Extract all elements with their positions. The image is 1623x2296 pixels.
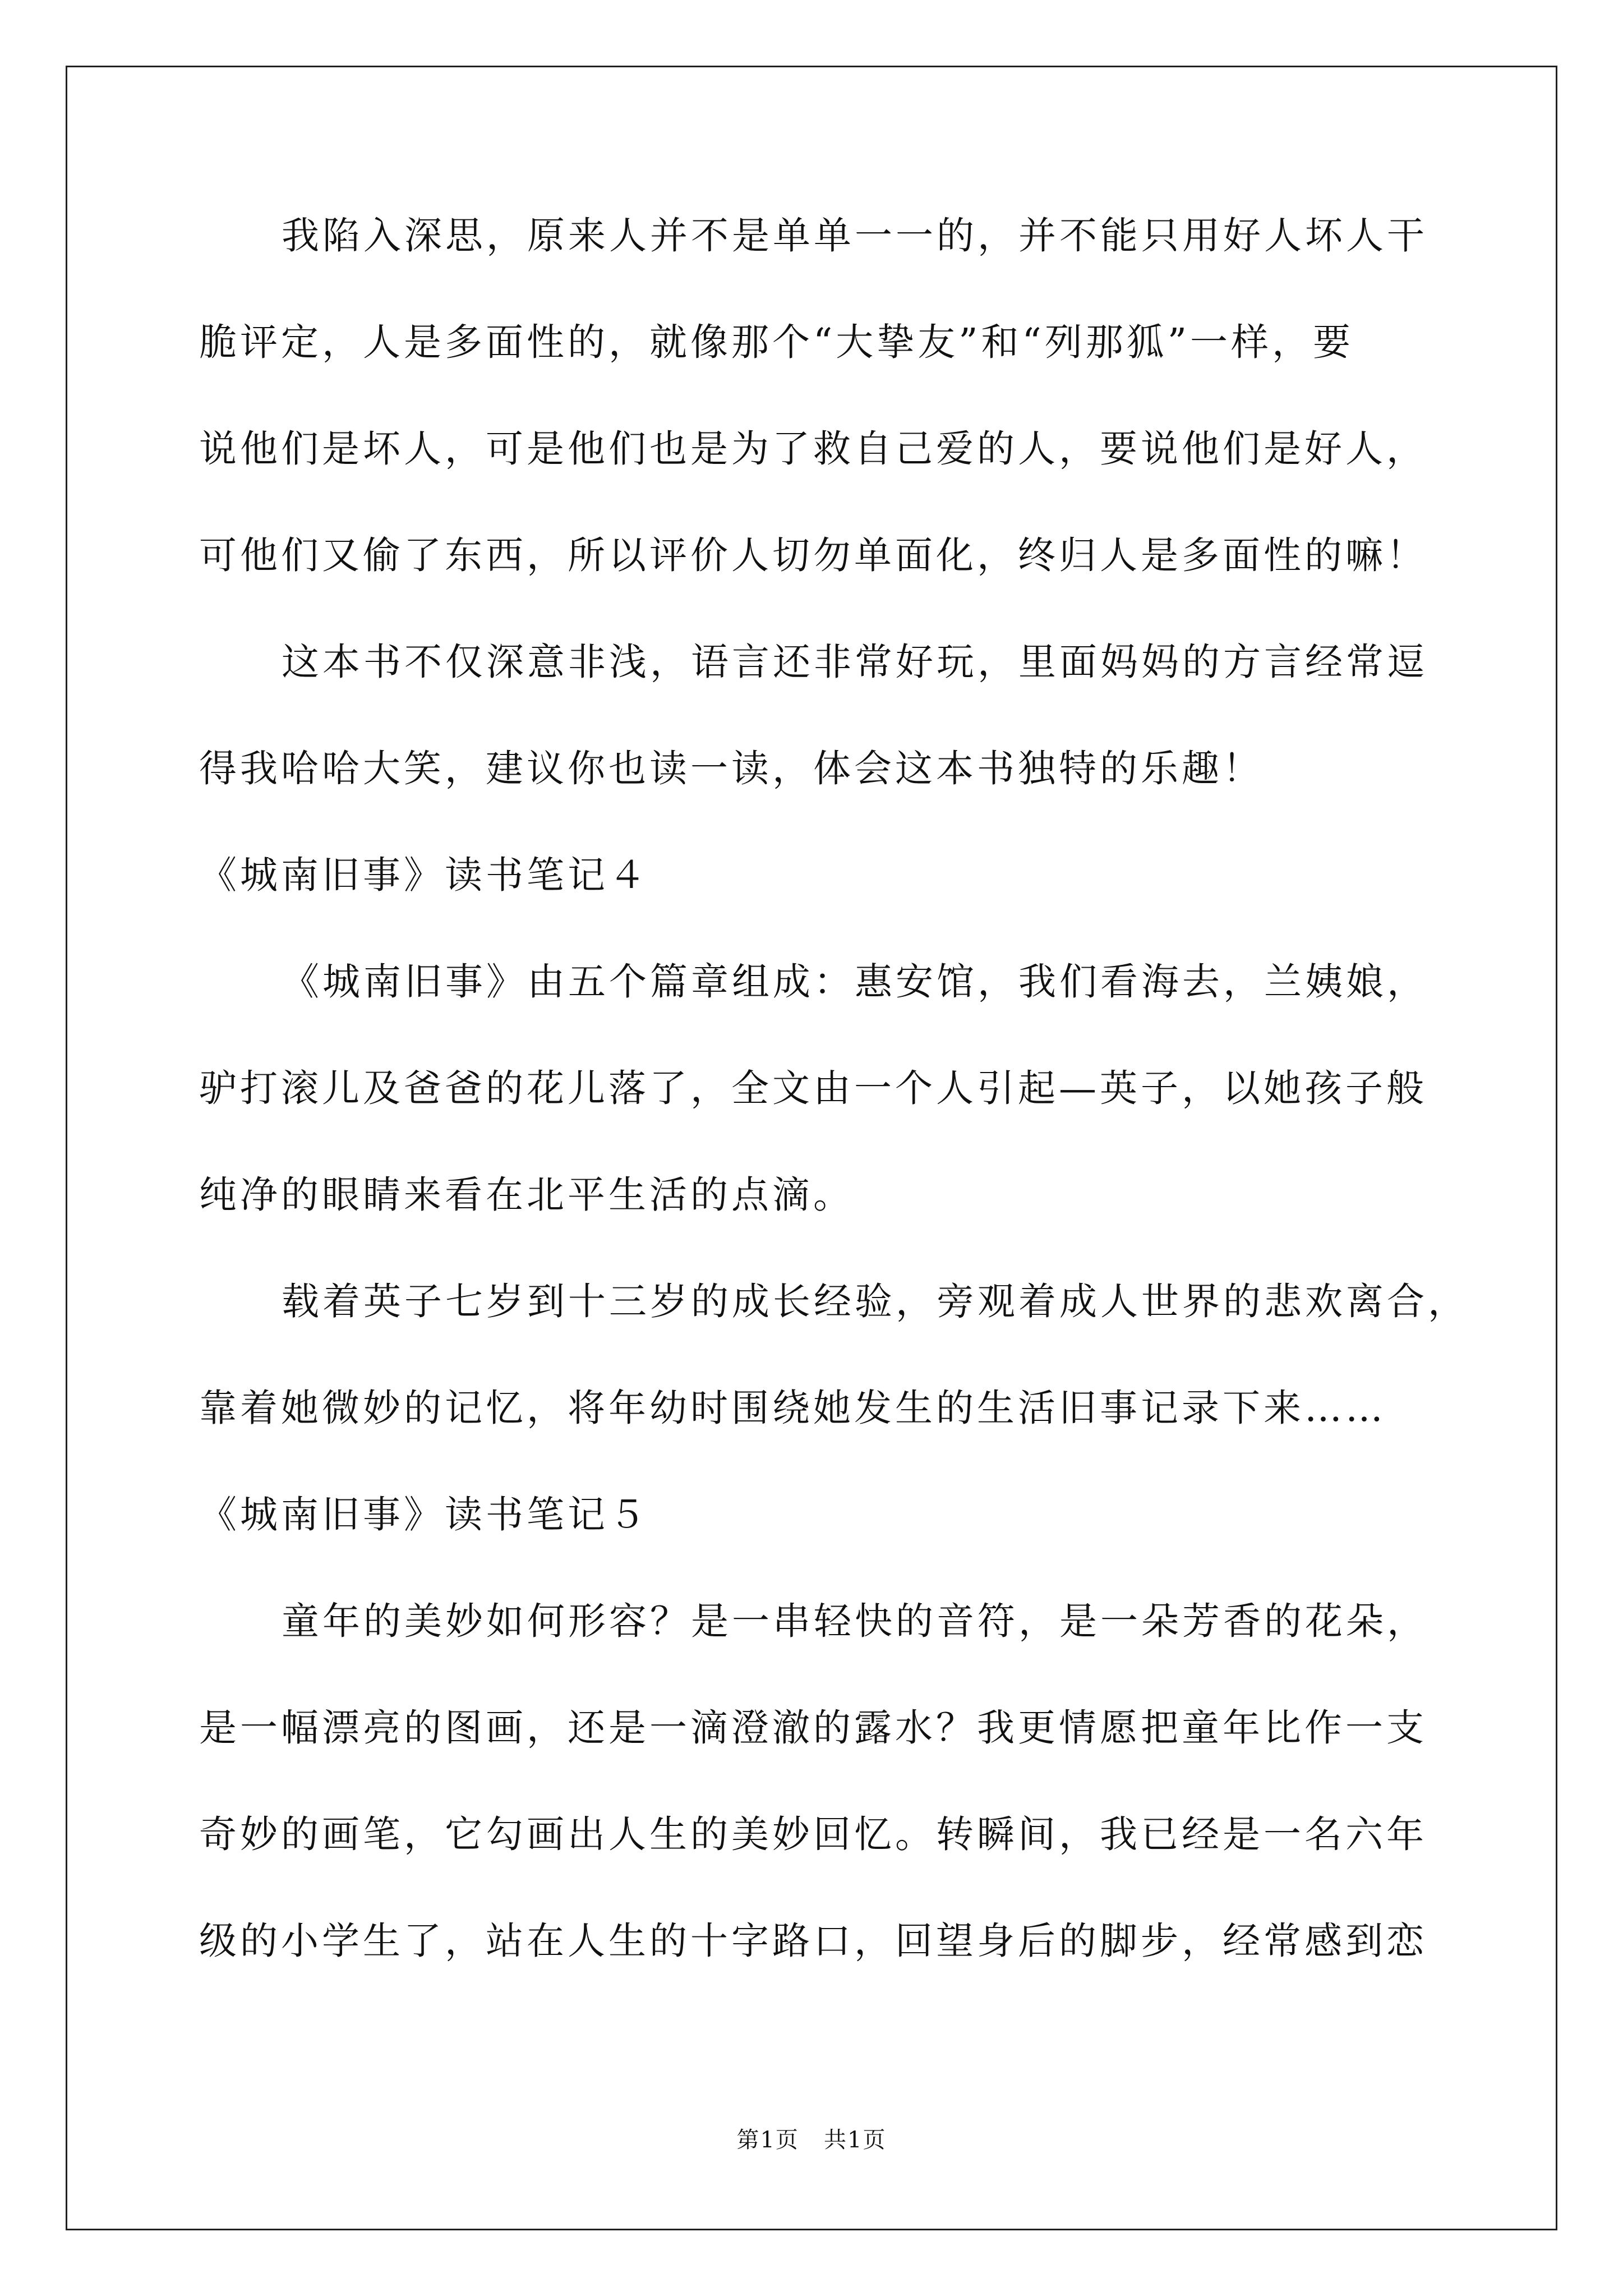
paragraph-line: 载着英子七岁到十三岁的成长经验，旁观着成人世界的悲欢离合， xyxy=(282,1280,1469,1323)
paragraph-line: 纯净的眼睛来看在北平生活的点滴。 xyxy=(199,1173,854,1217)
paragraph-line: 《城南旧事》由五个篇章组成：惠安馆，我们看海去，兰姨娘， xyxy=(282,960,1428,1004)
paragraph-line: 这本书不仅深意非浅，语言还非常好玩，里面妈妈的方言经常逗 xyxy=(282,640,1428,684)
paragraph-line: 说他们是坏人，可是他们也是为了救自己爱的人，要说他们是好人， xyxy=(199,427,1427,471)
paragraph-line: 驴打滚儿及爸爸的花儿落了，全文由一个人引起—英子，以她孩子般 xyxy=(199,1066,1427,1110)
paragraph-line: 是一幅漂亮的图画，还是一滴澄澈的露水？我更情愿把童年比作一支 xyxy=(199,1706,1427,1750)
section-heading: 《城南旧事》读书笔记５ xyxy=(199,1493,649,1536)
paragraph-line: 我陷入深思，原来人并不是单单一一的，并不能只用好人坏人干 xyxy=(282,214,1428,257)
paragraph-line: 脆评定，人是多面性的，就像那个“大挚友”和“列那狐”一样，要 xyxy=(199,320,1354,364)
paragraph-line: 奇妙的画笔，它勾画出人生的美妙回忆。转瞬间，我已经是一名六年 xyxy=(199,1812,1427,1856)
paragraph-line: 级的小学生了，站在人生的十字路口，回望身后的脚步，经常感到恋 xyxy=(199,1919,1427,1963)
paragraph-line: 童年的美妙如何形容？是一串轻快的音符，是一朵芳香的花朵， xyxy=(282,1599,1428,1643)
section-heading: 《城南旧事》读书笔记４ xyxy=(199,853,649,897)
paragraph-line: 得我哈哈大笑，建议你也读一读，体会这本书独特的乐趣！ xyxy=(199,747,1264,790)
page-border xyxy=(66,66,1557,2230)
paragraph-line: 靠着她微妙的记忆，将年幼时围绕她发生的生活旧事记录下来…… xyxy=(199,1386,1386,1430)
paragraph-line: 可他们又偷了东西，所以评价人切勿单面化，终归人是多面性的嘛！ xyxy=(199,533,1427,577)
page-number-footer: 第1页 共1页 xyxy=(736,2127,887,2153)
